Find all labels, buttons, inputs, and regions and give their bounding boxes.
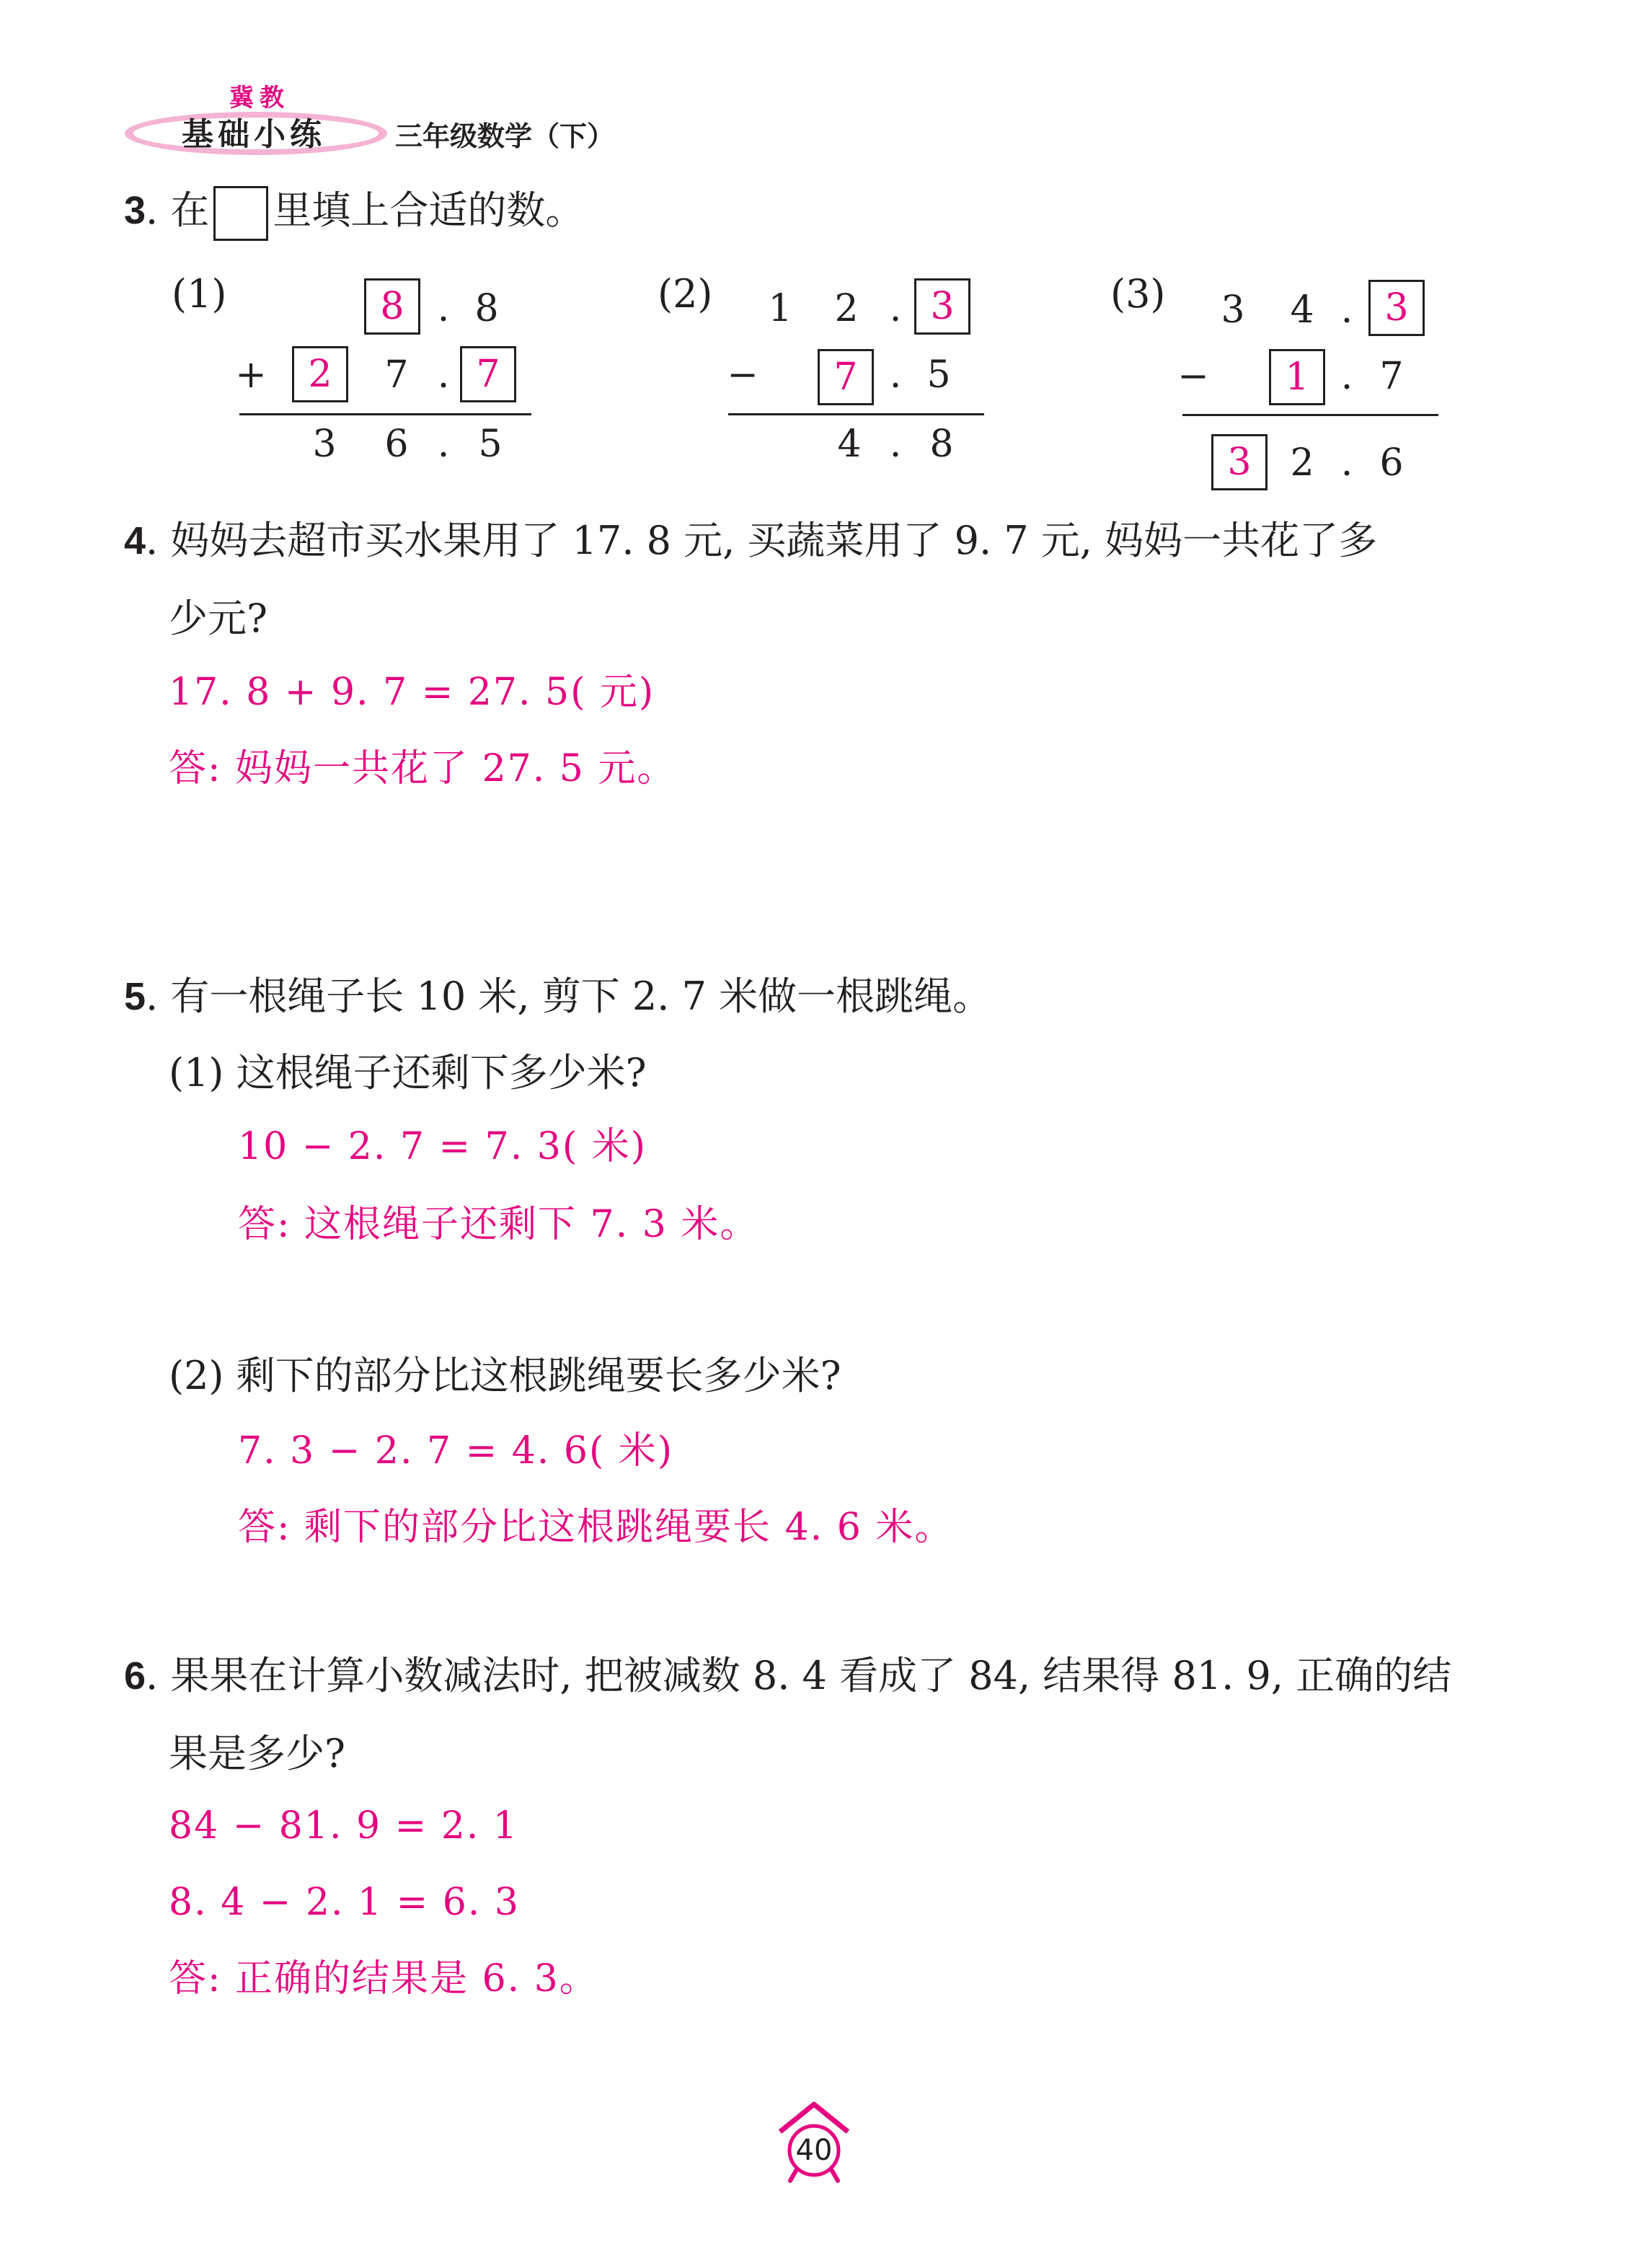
digit: 3 (1221, 288, 1245, 332)
q6-equation-2: 8. 4 − 2. 1 = 6. 3 (169, 1881, 520, 1924)
q4-text-line2: 少元? (169, 596, 267, 641)
q5-sub2-answer: 答: 剩下的部分比这根跳绳要长 4. 6 米。 (238, 1506, 954, 1549)
q6-answer: 答: 正确的结果是 6. 3。 (169, 1957, 598, 2000)
problem-3-label: (3) (1110, 271, 1166, 317)
difference-line (728, 413, 984, 415)
q3-stem: 3. 在 里填上合适的数。 (124, 186, 584, 241)
answer-box: 3 (1368, 280, 1425, 336)
digit: . (437, 287, 450, 330)
q4-text-line1: 4. 妈妈去超市买水果用了 17. 8 元, 买蔬菜用了 9. 7 元, 妈妈一共花了多 (124, 518, 1378, 563)
problem-1-label: (1) (172, 271, 227, 317)
digit: 7 (384, 353, 409, 397)
digit: 1 (768, 287, 792, 330)
plus-sign: + (235, 353, 267, 397)
q5-sub2-question: (2) 剩下的部分比这根跳绳要长多少米? (169, 1353, 841, 1398)
digit: . (437, 353, 450, 397)
digit: . (889, 353, 902, 397)
digit: 5 (478, 423, 503, 466)
digit: . (889, 423, 902, 466)
digit: . (1340, 441, 1353, 485)
minus-sign: − (727, 353, 758, 397)
difference-line (1182, 414, 1438, 416)
digit: 8 (929, 423, 954, 466)
digit: 7 (1379, 355, 1404, 398)
digit: 6 (384, 423, 409, 466)
answer-box: 3 (914, 278, 970, 335)
digit: 4 (837, 423, 862, 466)
digit: 8 (474, 287, 499, 330)
q5-sub1-equation: 10 − 2. 7 = 7. 3( 米) (238, 1125, 647, 1168)
digit: . (1340, 355, 1353, 398)
digit: 2 (1290, 441, 1314, 485)
answer-box: 2 (292, 346, 348, 402)
q5-sub2-equation: 7. 3 − 2. 7 = 4. 6( 米) (238, 1429, 674, 1473)
q5-sub1-answer: 答: 这根绳子还剩下 7. 3 米。 (238, 1203, 759, 1246)
q4-equation: 17. 8 + 9. 7 = 27. 5( 元) (169, 671, 655, 714)
answer-box: 8 (364, 278, 420, 335)
q5-sub1-question: (1) 这根绳子还剩下多少米? (169, 1050, 647, 1095)
answer-box: 3 (1211, 434, 1268, 490)
answer-box: 1 (1269, 349, 1325, 405)
q4-answer: 答: 妈妈一共花了 27. 5 元。 (169, 747, 676, 790)
sum-line (239, 413, 531, 415)
series-top: 冀教 (229, 84, 290, 112)
digit: . (437, 423, 450, 466)
q5-text: 5. 有一根绳子长 10 米, 剪下 2. 7 米做一根跳绳。 (124, 974, 992, 1019)
digit: 5 (926, 353, 951, 397)
q6-text-line2: 果是多少? (169, 1731, 345, 1776)
digit: 2 (834, 287, 859, 330)
digit: . (889, 287, 902, 330)
digit: . (1340, 288, 1353, 332)
page-number: 40 (795, 2134, 833, 2167)
digit: 3 (312, 423, 337, 466)
q6-equation-1: 84 − 81. 9 = 2. 1 (169, 1804, 518, 1848)
problem-2-label: (2) (658, 271, 713, 317)
book-title: 三年级数学（下） (395, 120, 615, 152)
minus-sign: − (1177, 355, 1209, 398)
answer-box: 7 (460, 346, 516, 402)
digit: 6 (1379, 441, 1404, 485)
q6-text-line1: 6. 果果在计算小数减法时, 把被减数 8. 4 看成了 84, 结果得 81. 9, 正确的结 (124, 1653, 1452, 1698)
series-main: 基础小练 (182, 116, 326, 153)
answer-box: 7 (818, 349, 874, 405)
blank-box-sample (213, 186, 268, 241)
digit: 4 (1290, 288, 1314, 332)
